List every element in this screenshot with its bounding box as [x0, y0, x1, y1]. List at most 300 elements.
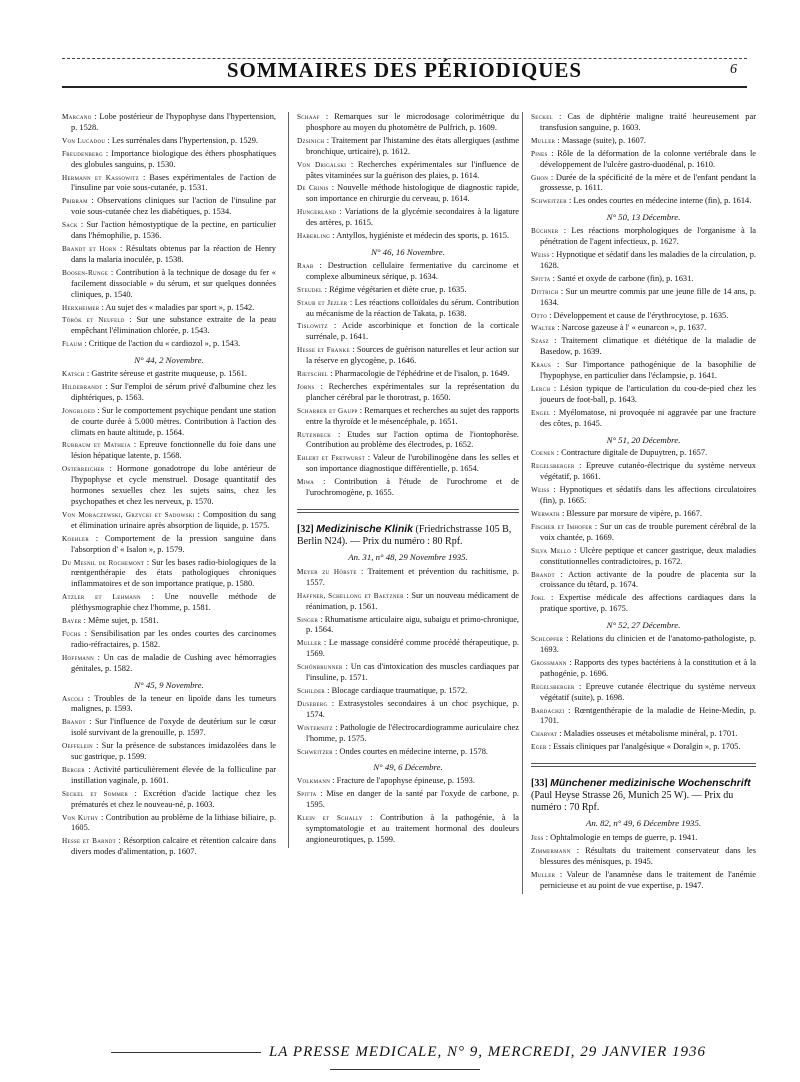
article-entry: Dittrich : Sur un meurtre commis par une jeune fille de 14 ans, p. 1634. — [531, 286, 756, 307]
article-author: Koehler — [62, 534, 90, 543]
article-entry: Schilder : Blocage cardiaque traumatique, p. 1572. — [297, 685, 468, 695]
article-entry: Jongbloed : Sur le comportement psychique pendant une station de courte durée à 5.000 mètres. Contribution à l'action des climats en haute altitude, p. 1564. — [62, 405, 276, 437]
article-title: Extrasystoles secondaires à un choc psychique, p. 1574. — [306, 698, 520, 719]
article-entry: Pribram : Observations cliniques sur l'action de l'insuline par voie sous-cutanée chez les diabétiques, p. 1534. — [62, 196, 277, 217]
article-entry: Fuchs : Sensibilisation par les ondes courtes des carcinomes radio-réfractaires, p. 1582. — [62, 628, 276, 649]
article-title: Contribution à la pathogénie, à la symptomatologie et au traitement hormonal des douleurs angioneurotiques, p. 1599. — [306, 813, 520, 844]
article-author: Pribram — [62, 197, 88, 206]
footer-left-rule — [111, 1052, 261, 1053]
article-entry: Rutenbeck : Etudes sur l'action optima de l'iontophorèse. Contribution au problème des électrodes, p. 1652. — [297, 429, 520, 450]
article-title: Rapports des types bactériens à la constitution et à la pathogénie, p. 1696. — [540, 657, 756, 678]
article-title: Action activante de la poudre de placenta sur la croissance du têtard, p. 1674. — [540, 569, 756, 590]
issue-heading: N° 45, 9 Novembre. — [134, 679, 204, 690]
article-author: Hoffmann — [62, 653, 95, 662]
article-author: Bardachzi — [531, 706, 565, 715]
article-entry: Rubbaum et Matheja : Epreuve fonctionnelle du foie dans une lésion hépatique latente, p. 1568. — [62, 440, 277, 461]
article-title: Rôle de la déformation de la colonne vertébrale dans le développement de l'ulcère gastro-duodénal, p. 1610. — [540, 148, 756, 169]
article-entry: Pines : Rôle de la déformation de la colonne vertébrale dans le développement de l'ulcère gastro-duodénal, p. 1610. — [531, 148, 756, 169]
article-author: Rietschel — [297, 370, 329, 379]
article-title: Sur l'importance pathogénique de la basophilie de l'hypophyse, en particulier dans l'éclampsie, p. 1641. — [540, 360, 756, 381]
article-entry: Haberling : Antyllos, hygiéniste et médecin des sports, p. 1615. — [297, 231, 510, 241]
article-title: Régime végétarien et diète crue, p. 1635. — [329, 284, 467, 294]
article-entry: Hungerland : Variations de la glycémie secondaires à la ligature des artères, p. 1615. — [297, 207, 519, 228]
article-entry: Schönbrunner : Un cas d'intoxication des muscles cardiaques par l'insuline, p. 1571. — [297, 662, 520, 683]
article-author: Brandt et Horn — [62, 244, 117, 253]
article-title: Remarques sur le microdosage colorimétrique du phosphore au moyen du photomètre de Pulfrich, p. 1609. — [306, 112, 519, 132]
article-author: Pines — [531, 149, 548, 158]
article-entry: Rietschel : Pharmacologie de l'éphédrine et de l'isalon, p. 1649. — [297, 369, 510, 379]
article-entry: Herxheimer : Au sujet des « maladies par sport », p. 1542. — [62, 302, 255, 312]
article-title: Contracture digitale de Dupuytren, p. 1657. — [561, 448, 708, 458]
article-author: Berger — [62, 765, 85, 774]
article-author: Von Kuthy — [62, 813, 99, 822]
journal-details: (Friedrichstrasse 105 B, Berlin N24). — Prix du numéro : 80 Rpf. — [297, 524, 512, 547]
article-entry: Brandt et Horn : Résultats obtenus par la réaction de Henry dans la malaria inoculée, p. 1538. — [62, 243, 276, 264]
article-title: Fracture de l'apophyse épineuse, p. 1593. — [336, 776, 475, 786]
article-author: Schaaf — [297, 113, 320, 121]
article-title: Activité particulièrement élevée de la folliculine par instillation vaginale, p. 1601. — [71, 764, 276, 785]
article-author: Spitta — [531, 274, 551, 283]
article-entry: Büchner : Les réactions morphologiques de l'organisme à la pénétration de l'agent infectieux, p. 1627. — [531, 226, 756, 247]
article-author: Singer — [297, 615, 319, 624]
article-entry: Seckel : Cas de diphtérie maligne traité heureusement par transfusion sanguine, p. 1603. — [531, 112, 757, 132]
article-entry: Coenen : Contracture digitale de Dupuytren, p. 1657. — [531, 448, 708, 458]
article-entry: Grossmann : Rapports des types bactériens à la constitution et à la pathogénie, p. 1696. — [531, 657, 756, 678]
article-author: Ehlert et Fretwurst — [297, 454, 365, 463]
article-entry: Tislowitz : Acide ascorbinique et fonction de la corticale surrénale, p. 1641. — [297, 321, 519, 342]
article-entry: Jess : Ophtalmologie en temps de guerre, p. 1941. — [531, 833, 698, 843]
article-author: Boosen-Runge — [62, 268, 109, 277]
article-title: Massage (suite), p. 1607. — [561, 135, 647, 145]
article-title: Relations du clinicien et de l'anatomo-pathologiste, p. 1693. — [540, 634, 757, 654]
article-author: Freudenberg — [62, 149, 103, 158]
article-entry: Otto : Développement et cause de l'érythrocytose, p. 1635. — [531, 310, 729, 320]
article-entry: Muller : Massage (suite), p. 1607. — [531, 135, 647, 145]
journal-details: (Paul Heyse Strasse 26, Munich 25 W). — Prix du numéro : 70 Rpf. — [531, 790, 734, 814]
column-1 — [62, 112, 276, 860]
article-title: Sur un nouveau médicament de réanimation, p. 1561. — [306, 590, 520, 611]
page-title: SOMMAIRES DES PÉRIODIQUES — [226, 58, 583, 82]
article-author: Hermann et Kassowitz — [62, 173, 139, 182]
article-author: Raab — [297, 261, 314, 270]
article-author: Weiss — [531, 486, 550, 495]
article-title: Sur un cas de trouble purement cérébral de la voix chantée, p. 1669. — [540, 521, 756, 542]
article-title: Contribution à la technique de dosage du fer « facilement dissociable » du sérum, et sur quelques données cliniques, p. 1540. — [71, 267, 276, 299]
column-3 — [522, 112, 756, 894]
article-title: Sur les bases radio-biologiques de la rœntgenthérapie des états pathologiques chroniques inflammatoires et de son importance pratique, p. 1580. — [71, 557, 277, 589]
article-title: Destruction cellulaire fermentative du carcinome et complexe albumineux sérique, p. 1634. — [306, 260, 519, 281]
article-entry: Schaaf : Remarques sur le microdosage colorimétrique du phosphore au moyen du photomètre de Pulfrich, p. 1609. — [297, 112, 519, 132]
article-entry: Atzler et Lehmann : Une nouvelle méthode de pléthysmographie chez l'homme, p. 1581. — [62, 592, 276, 613]
article-entry: Hesse et Barndt : Résorption calcaire et rétention calcaire dans divers modes d'alimentation, p. 1607. — [62, 836, 276, 857]
article-entry: Fischer et Imhofer : Sur un cas de trouble purement cérébral de la voix chantée, p. 1669. — [531, 521, 756, 542]
article-title: Bases expérimentales de l'action de l'insuline par voie sous-cutanée, p. 1531. — [71, 172, 277, 193]
article-title: Un cas de maladie de Cushing avec hémorragies génitales, p. 1582. — [71, 652, 277, 673]
article-author: Engel — [531, 408, 551, 417]
journal-heading — [297, 523, 519, 548]
article-author: Steudel — [297, 285, 323, 294]
issue-heading: N° 51, 20 Décembre. — [606, 434, 681, 445]
volume-heading: An. 82, n° 49, 6 Décembre 1935. — [585, 818, 702, 829]
article-entry: Szasz : Traitement climatique et diététique de la maladie de Basedow, p. 1639. — [531, 336, 756, 357]
article-author: Jokl — [531, 594, 546, 603]
article-author: Osterreicher — [62, 465, 105, 474]
article-title: Observations cliniques sur l'action de l'insuline par voie sous-cutanée chez les diabétiques, p. 1534. — [71, 196, 277, 217]
article-title: Blessure par morsure de vipère, p. 1667. — [566, 509, 702, 518]
article-entry: Charvat : Maladies osseuses et métabolisme minéral, p. 1701. — [531, 729, 738, 739]
article-author: Seckel — [531, 113, 553, 121]
article-author: Fischer et Imhofer — [531, 522, 593, 531]
article-entry: Schweitzer : Les ondes courtes en médecine interne (fin), p. 1614. — [531, 196, 752, 206]
article-author: Kraus — [531, 361, 552, 370]
article-entry: Dzsinich : Traitement par l'histamine des états allergiques (asthme bronchique, urticaire), p. 1612. — [297, 135, 519, 156]
article-entry: Berger : Activité particulièrement élevée de la folliculine par instillation vaginale, p. 1601. — [62, 764, 276, 785]
article-author: Miwa — [297, 478, 315, 487]
article-title: Recherches expérimentales sur la représentation du plancher cérébral par le thorotrast, p. 1650. — [306, 381, 520, 402]
article-author: Hungerland — [297, 208, 337, 217]
article-entry: Weiss : Hypnotiques et sédatifs dans les affections circulatoires (fin), p. 1665. — [531, 485, 756, 506]
article-title: Les surrénales dans l'hypertension, p. 1529. — [111, 135, 258, 145]
article-title: Le massage considéré comme procédé thérapeutique, p. 1569. — [306, 638, 520, 659]
article-entry: Steudel : Régime végétarien et diète crue, p. 1635. — [297, 284, 467, 294]
article-entry: Hoffmann : Un cas de maladie de Cushing avec hémorragies génitales, p. 1582. — [62, 652, 277, 673]
article-title: Les ondes courtes en médecine interne (fin), p. 1614. — [573, 196, 752, 206]
columns-container — [62, 112, 757, 1032]
page-header — [62, 52, 747, 92]
article-entry: Spitta : Mise en danger de la santé par l'oxyde de carbone, p. 1595. — [297, 789, 519, 810]
article-entry: Von Lucadou : Les surrénales dans l'hypertension, p. 1529. — [62, 135, 258, 145]
column-2 — [288, 112, 519, 848]
article-title: Sur la présence de substances imidazolées dans le suc gastrique, p. 1599. — [71, 741, 277, 762]
article-title: Au sujet des « maladies par sport », p. 1542. — [105, 302, 255, 312]
article-entry: Freudenberg : Importance biologique des éthers phosphatiques des globules sanguins, p. 1530. — [62, 148, 276, 169]
article-entry: Lerch : Lésion typique de l'articulation du cou-de-pied chez les joueurs de foot-ball, p. 1643. — [531, 383, 756, 404]
article-entry: Singer : Rhumatisme articulaire aigu, subaigu et primo-chronique, p. 1564. — [297, 614, 520, 635]
article-title: Contribution à l'étude de l'urochrome et de l'urochromogène, p. 1655. — [306, 477, 520, 498]
article-entry: Weiss : Hypnotique et sédatif dans les maladies de la circulation, p. 1628. — [531, 249, 757, 270]
article-title: Critique de l'action du « cardiozol », p. 1543. — [88, 339, 241, 349]
article-title: Contribution au problème de la lithiase biliaire, p. 1605. — [71, 812, 276, 833]
article-author: Otto — [531, 311, 548, 320]
article-author: Szasz — [531, 337, 549, 346]
issue-heading: N° 46, 16 Novembre. — [371, 246, 445, 257]
article-author: Staub et Jezler — [297, 298, 348, 307]
journal-name: Münchener medizinische Wochenschrift — [550, 777, 751, 790]
article-title: Narcose gazeuse à l' « eunarcon », p. 1637. — [561, 323, 707, 333]
article-title: Remarques et recherches au sujet des rapports entre la thyroïde et le mésencéphale, p. 1651. — [306, 405, 520, 426]
article-entry: Miwa : Contribution à l'étude de l'urochrome et de l'urochromogène, p. 1655. — [297, 477, 520, 498]
article-entry: Brandt : Action activante de la poudre de placenta sur la croissance du têtard, p. 1674. — [531, 569, 756, 590]
article-author: Coenen — [531, 449, 555, 458]
article-author: Winternitz — [297, 723, 333, 732]
article-author: Tislowitz — [297, 322, 328, 331]
journal-number: [32] — [297, 524, 314, 535]
article-entry: Winternitz : Pathologie de l'électrocardiogramme auriculaire chez l'homme, p. 1575. — [297, 722, 519, 743]
article-title: Valeur de l'urobilinogène dans les selles et son importance diagnostique différentielle, p. 1654. — [306, 453, 520, 474]
article-author: Walter — [531, 324, 556, 333]
article-entry: Schlopfer : Relations du clinicien et de l'anatomo-pathologiste, p. 1693. — [531, 634, 757, 654]
article-author: Bayer — [62, 617, 82, 626]
article-author: Katsch — [62, 370, 85, 379]
article-author: Török et Neufeld — [62, 316, 125, 325]
article-entry: Ascoli : Troubles de la teneur en lipoïde dans les tumeurs malignes, p. 1593. — [62, 693, 276, 714]
article-author: Klein et Schally — [297, 814, 363, 823]
article-title: Troubles de la teneur en lipoïde dans les tumeurs malignes, p. 1593. — [71, 693, 276, 714]
article-author: Oeffelein — [62, 742, 93, 751]
article-entry: Regelsberger : Epreuve cutanéo-électrique du système nerveux végétatif, p. 1661. — [531, 461, 756, 482]
article-author: Sack — [62, 221, 78, 230]
article-entry: Von Kuthy : Contribution au problème de la lithiase biliaire, p. 1605. — [62, 812, 276, 833]
article-title: Traitement par l'histamine des états allergiques (asthme bronchique, urticaire), p. 1612. — [306, 135, 519, 156]
article-title: Valeur de l'anamnèse dans le traitement de l'anémie pernicieuse et au point de vue expertise, p. 1947. — [540, 869, 756, 890]
article-author: Von Moraczewski, Grzycki et Sadowski — [62, 510, 195, 519]
article-author: Eger — [531, 743, 547, 752]
article-entry: Jorns : Recherches expérimentales sur la représentation du plancher cérébral par le thorotrast, p. 1650. — [297, 381, 520, 402]
article-title: Traitement climatique et diététique de la maladie de Basedow, p. 1639. — [540, 336, 756, 357]
article-title: Hypnotique et sédatif dans les maladies de la circulation, p. 1628. — [540, 249, 757, 270]
footer-text: LA PRESSE MEDICALE, N° 9, MERCREDI, 29 JANVIER 1936 — [268, 1044, 707, 1060]
article-author: Hesse et Barndt — [62, 837, 116, 846]
section-separator — [531, 763, 756, 767]
article-title: Les réactions morphologiques de l'organisme à la pénétration de l'agent infectieux, p. 1627. — [540, 226, 756, 247]
article-title: Résultats du traitement conservateur dans les blessures des ménisques, p. 1945. — [540, 845, 756, 866]
article-author: Muller — [297, 639, 322, 648]
article-title: Epreuve cutanée électrique du système nerveux végétatif (suite), p. 1698. — [540, 681, 756, 702]
article-entry: Walter : Narcose gazeuse à l' « eunarcon », p. 1637. — [531, 323, 707, 333]
article-author: Rubbaum et Matheja — [62, 441, 131, 450]
article-title: Antyllos, hygiéniste et médecin des sports, p. 1615. — [336, 231, 510, 241]
article-title: Epreuve cutanéo-électrique du système nerveux végétatif, p. 1661. — [540, 461, 756, 482]
article-author: Haffner, Schellong et Baetzner — [297, 591, 404, 600]
article-title: Maladies osseuses et métabolisme minéral, p. 1701. — [563, 729, 738, 739]
article-title: Sur l'emploi de sérum privé d'albumine chez les diphtériques, p. 1563. — [71, 381, 276, 402]
article-entry: Haffner, Schellong et Baetzner : Sur un nouveau médicament de réanimation, p. 1561. — [297, 590, 520, 611]
article-entry: Marcano : Lobe postérieur de l'hypophyse dans l'hypertension, p. 1528. — [62, 112, 276, 132]
journal-number: [33] — [531, 778, 548, 790]
article-author: Schlopfer — [531, 635, 564, 644]
article-title: Gastrite séreuse et gastrite muqueuse, p. 1561. — [91, 369, 247, 379]
article-title: Variations de la glycémie secondaires à la ligature des artères, p. 1615. — [306, 207, 519, 228]
article-title: Sensibilisation par les ondes courtes des carcinomes radio-réfractaires, p. 1582. — [71, 628, 276, 649]
article-title: Pharmacologie de l'éphédrine et de l'isalon, p. 1649. — [334, 369, 510, 379]
article-entry: Muller : Le massage considéré comme procédé thérapeutique, p. 1569. — [297, 638, 520, 659]
article-author: Du Mesnil de Rochemont — [62, 558, 145, 567]
article-entry: Ehlert et Fretwurst : Valeur de l'urobilinogène dans les selles et son importance diagnostique différentielle, p. 1654. — [297, 453, 520, 474]
header-bottom-rule — [62, 86, 747, 88]
article-title: Santé et oxyde de carbone (fin), p. 1631. — [557, 273, 694, 283]
article-entry: Engel : Myélomatose, ni provoquée ni aggravée par une fracture des côtes, p. 1645. — [531, 407, 756, 428]
article-author: Muller — [531, 870, 556, 879]
article-entry: De Crinis : Nouvelle méthode histologique de diagnostic rapide, son importance en chirurgie du cerveau, p. 1614. — [297, 183, 519, 204]
article-entry: Von Moraczewski, Grzycki et Sadowski : Composition du sang et élimination urinaire après absorption de liquide, p. 1575. — [62, 509, 276, 530]
article-title: Ophtalmologie en temps de guerre, p. 1941. — [550, 833, 698, 843]
article-title: Hormone gonadotrope du lobe antérieur de l'hypophyse et cycle menstruel. Dosage quantitatif des hormones sexuelles chez les sujets sains, chez les psychopathes et chez les nerveux, p. 1570. — [71, 464, 277, 506]
article-author: Flaum — [62, 340, 83, 349]
article-entry: Oeffelein : Sur la présence de substances imidazolées dans le suc gastrique, p. 1599. — [62, 741, 277, 762]
article-author: Jorns — [297, 382, 315, 391]
article-title: Blocage cardiaque traumatique, p. 1572. — [331, 685, 468, 695]
article-title: Hypnotiques et sédatifs dans les affections circulatoires (fin), p. 1665. — [540, 485, 756, 506]
volume-heading: An. 31, n° 48, 29 Novembre 1935. — [348, 552, 468, 562]
article-author: Hesse et Franke — [297, 346, 350, 355]
article-entry: Flaum : Critique de l'action du « cardiozol », p. 1543. — [62, 339, 241, 349]
article-title: Une nouvelle méthode de pléthysmographie chez l'homme, p. 1581. — [71, 592, 276, 613]
article-title: Lobe postérieur de l'hypophyse dans l'hypertension, p. 1528. — [71, 112, 276, 132]
article-title: Composition du sang et élimination urinaire après absorption de liquide, p. 1575. — [71, 509, 276, 530]
article-author: Brandt — [62, 718, 86, 727]
issue-heading: N° 50, 13 Décembre. — [606, 212, 681, 223]
article-title: Ulcère peptique et cancer gastrique, deux maladies constitutionnelles contradictoires, p. 1672. — [540, 545, 756, 566]
article-entry: Scharrer et Gaupp : Remarques et recherches au sujet des rapports entre la thyroïde et le mésencéphale, p. 1651. — [297, 405, 520, 426]
issue-heading: N° 49, 6 Décembre. — [373, 762, 443, 773]
article-author: Muller — [531, 136, 556, 145]
article-entry: Koehler : Comportement de la pression sanguine dans l'absorption d' « Isalon », p. 1579. — [62, 533, 277, 554]
article-entry: Volkmann : Fracture de l'apophyse épineuse, p. 1593. — [297, 776, 475, 786]
article-title: Résorption calcaire et rétention calcaire dans divers modes d'alimentation, p. 1607. — [71, 836, 276, 857]
article-title: Etudes sur l'action optima de l'iontophorèse. Contribution au problème des électrodes, p. 1652. — [306, 429, 520, 450]
article-entry: Török et Neufeld : Sur une substance extraite de la peau empêchant l'élimination chlorée, p. 1543. — [62, 315, 277, 336]
article-author: Schilder — [297, 686, 326, 695]
article-entry: Werwath : Blessure par morsure de vipère, p. 1667. — [531, 509, 702, 518]
article-entry: Sack : Sur l'action hémostyptique de la pectine, en particulier dans l'hémophilie, p. 1536. — [62, 220, 276, 241]
article-title: Sources de guérison naturelles et leur action sur la réserve en glycogène, p. 1646. — [306, 345, 519, 366]
article-author: Von Lucadou — [62, 136, 106, 145]
article-author: Hildebrandt — [62, 382, 103, 391]
article-entry: Kraus : Sur l'importance pathogénique de la basophilie de l'hypophyse, en particulier dans l'éclampsie, p. 1641. — [531, 360, 756, 381]
article-entry: Zimmermann : Résultats du traitement conservateur dans les blessures des ménisques, p. 1945. — [531, 845, 756, 866]
article-author: Atzler et Lehmann — [62, 593, 141, 602]
article-title: Epreuve fonctionnelle du foie dans une lésion hépatique latente, p. 1568. — [71, 440, 277, 461]
article-author: Volkmann — [297, 777, 331, 786]
article-author: Brandt — [531, 570, 555, 579]
article-author: Herxheimer — [62, 303, 100, 312]
article-author: Charvat — [531, 730, 558, 739]
journal-name: Medizinische Klinik — [316, 523, 414, 535]
article-author: Regelsberger — [531, 682, 575, 691]
article-entry: Katsch : Gastrite séreuse et gastrite muqueuse, p. 1561. — [62, 369, 247, 379]
article-title: Myélomatose, ni provoquée ni aggravée par une fracture des côtes, p. 1645. — [540, 407, 756, 428]
section-separator — [297, 509, 519, 513]
issue-heading: N° 44, 2 Novembre. — [134, 355, 204, 366]
article-author: Weiss — [531, 250, 550, 259]
article-entry: Osterreicher : Hormone gonadotrope du lobe antérieur de l'hypophyse et cycle menstruel. Dosage quantitatif des hormones sexuelles chez les sujets sains, chez les psychopathes et chez les nerveux, p. 1570. — [62, 464, 277, 506]
article-entry: Hildebrandt : Sur l'emploi de sérum privé d'albumine chez les diphtériques, p. 1563. — [62, 381, 276, 402]
article-entry: Meyer zu Hörste : Traitement et prévention du rachitisme, p. 1557. — [297, 566, 519, 587]
article-title: Pathologie de l'électrocardiogramme auriculaire chez l'homme, p. 1575. — [306, 722, 519, 743]
article-author: Von Drigalski — [297, 160, 347, 169]
article-title: Importance biologique des éthers phosphatiques des globules sanguins, p. 1530. — [71, 148, 276, 169]
article-title: Sur une substance extraite de la peau empêchant l'élimination chlorée, p. 1543. — [71, 315, 277, 336]
article-author: Ascoli — [62, 694, 84, 703]
article-entry: Silva Mello : Ulcère peptique et cancer gastrique, deux maladies constitutionnelles contradictoires, p. 1672. — [531, 545, 756, 566]
article-title: Essais cliniques par l'analgésique « Doralgin », p. 1705. — [553, 742, 741, 752]
article-entry: Regelsberger : Epreuve cutanée électrique du système nerveux végétatif (suite), p. 1698. — [531, 681, 756, 702]
article-author: Haberling — [297, 232, 331, 241]
issue-heading: N° 52, 27 Décembre. — [606, 620, 681, 631]
article-title: Acide ascorbinique et fonction de la corticale surrénale, p. 1641. — [306, 321, 519, 342]
article-entry: Bayer : Même sujet, p. 1581. — [62, 616, 159, 626]
article-author: Schweitzer — [297, 747, 333, 756]
article-title: Les réactions colloïdales du sérum. Contribution au mécanisme de la réaction de Takata, p. 1638. — [306, 297, 519, 318]
article-title: Lésion typique de l'articulation du cou-de-pied chez les joueurs de foot-ball, p. 1643. — [540, 383, 756, 404]
article-title: Recherches expérimentales sur l'influence de pâtes vitaminées sur la guérison des plaies, p. 1614. — [306, 159, 519, 180]
article-title: Résultats obtenus par la réaction de Henry dans la malaria inoculée, p. 1538. — [71, 243, 276, 264]
article-entry: Klein et Schally : Contribution à la pathogénie, à la symptomatologie et au traitement hormonal des douleurs angioneurotiques, p. 1599. — [297, 813, 520, 844]
article-title: Sur le comportement psychique pendant une station de courte durée à 5.000 mètres. Contribution à l'action des climats en haute altitude, p. 1564. — [71, 405, 276, 437]
article-title: Excrétion d'acide lactique chez les prématurés et chez le nouveau-né, p. 1603. — [71, 788, 277, 809]
article-title: Développement et cause de l'érythrocytose, p. 1635. — [553, 310, 729, 320]
article-author: Jess — [531, 834, 544, 843]
page-footer — [62, 1044, 747, 1066]
article-entry: Schweitzer : Ondes courtes en médecine interne, p. 1578. — [297, 746, 489, 756]
article-entry: Ghon : Durée de la spécificité de la mère et de l'enfant pendant la grossesse, p. 1611. — [531, 172, 757, 193]
article-title: Mise en danger de la santé par l'oxyde de carbone, p. 1595. — [306, 789, 519, 810]
article-entry: Von Drigalski : Recherches expérimentales sur l'influence de pâtes vitaminées sur la guérison des plaies, p. 1614. — [297, 159, 519, 180]
article-entry: Seckel et Sommer : Excrétion d'acide lactique chez les prématurés et chez le nouveau-né, p. 1603. — [62, 788, 277, 809]
article-author: Ghon — [531, 173, 549, 182]
article-author: Schweitzer — [531, 197, 567, 206]
article-entry: Hermann et Kassowitz : Bases expérimentales de l'action de l'insuline par voie sous-cutanée, p. 1531. — [62, 172, 277, 193]
article-author: Duseberg — [297, 699, 328, 708]
journal-heading — [531, 777, 756, 814]
article-title: Sur l'action hémostyptique de la pectine, en particulier dans l'hémophilie, p. 1536. — [71, 220, 276, 241]
article-author: Rutenbeck — [297, 430, 332, 439]
article-author: Dittrich — [531, 287, 559, 296]
article-title: Expertise médicale des affections cardiaques dans la pratique sportive, p. 1675. — [540, 593, 756, 614]
article-entry: Jokl : Expertise médicale des affections cardiaques dans la pratique sportive, p. 1675. — [531, 593, 756, 614]
article-title: Sur un meurtre commis par une jeune fille de 14 ans, p. 1634. — [540, 286, 756, 307]
article-entry: Brandt : Sur l'influence de l'oxyde de deutérium sur le cœur isolé survivant de la grenouille, p. 1597. — [62, 717, 276, 738]
article-author: Grossmann — [531, 658, 567, 667]
article-author: Marcano — [62, 113, 92, 121]
article-entry: Du Mesnil de Rochemont : Sur les bases radio-biologiques de la rœntgenthérapie des états pathologiques chroniques inflammatoires et de son importance pratique, p. 1580. — [62, 557, 277, 589]
article-author: Werwath — [531, 510, 560, 518]
article-author: Schönbrunner — [297, 663, 343, 672]
article-title: Nouvelle méthode histologique de diagnostic rapide, son importance en chirurgie du cerveau, p. 1614. — [306, 183, 519, 204]
article-author: Fuchs — [62, 629, 81, 638]
article-title: Cas de diphtérie maligne traité heureusement par transfusion sanguine, p. 1603. — [540, 112, 757, 132]
article-title: Rhumatisme articulaire aigu, subaigu et primo-chronique, p. 1564. — [306, 614, 520, 635]
article-entry: Boosen-Runge : Contribution à la technique de dosage du fer « facilement dissociable » du sérum, et sur quelques données cliniques, p. 1540. — [62, 267, 276, 299]
article-author: Dzsinich — [297, 136, 325, 145]
article-author: Silva Mello — [531, 546, 572, 555]
article-author: Lerch — [531, 384, 551, 393]
article-title: Sur l'influence de l'oxyde de deutérium sur le cœur isolé survivant de la grenouille, p. 1597. — [71, 717, 276, 738]
article-title: Un cas d'intoxication des muscles cardiaques par l'insuline, p. 1571. — [306, 662, 520, 683]
article-title: Traitement et prévention du rachitisme, p. 1557. — [306, 566, 519, 587]
article-title: Rœntgenthérapie de la maladie de Heine-Medin, p. 1701. — [540, 705, 756, 726]
article-entry: Muller : Valeur de l'anamnèse dans le traitement de l'anémie pernicieuse et au point de vue expertise, p. 1947. — [531, 869, 756, 890]
article-entry: Spitta : Santé et oxyde de carbone (fin), p. 1631. — [531, 273, 694, 283]
page-number: 6 — [730, 62, 737, 77]
article-title: Comportement de la pression sanguine dans l'absorption d' « Isalon », p. 1579. — [71, 533, 277, 554]
article-author: Zimmermann — [531, 846, 571, 855]
article-title: Ondes courtes en médecine interne, p. 1578. — [339, 746, 489, 756]
article-author: Jongbloed — [62, 406, 95, 415]
article-entry: Raab : Destruction cellulaire fermentative du carcinome et complexe albumineux sérique, p. 1634. — [297, 260, 519, 281]
article-entry: Duseberg : Extrasystoles secondaires à un choc psychique, p. 1574. — [297, 698, 520, 719]
article-author: Regelsberger — [531, 462, 575, 471]
article-author: Seckel et Sommer — [62, 789, 129, 798]
footer-right-rule — [330, 1069, 480, 1070]
article-entry: Hesse et Franke : Sources de guérison naturelles et leur action sur la réserve en glycogène, p. 1646. — [297, 345, 519, 366]
article-author: Meyer zu Hörste — [297, 567, 357, 576]
article-entry: Bardachzi : Rœntgenthérapie de la maladie de Heine-Medin, p. 1701. — [531, 705, 756, 726]
article-author: De Crinis — [297, 184, 329, 193]
article-entry: Staub et Jezler : Les réactions colloïdales du sérum. Contribution au mécanisme de la réaction de Takata, p. 1638. — [297, 297, 519, 318]
article-title: Durée de la spécificité de la mère et de l'enfant pendant la grossesse, p. 1611. — [540, 172, 757, 193]
article-author: Scharrer et Gaupp — [297, 406, 358, 415]
